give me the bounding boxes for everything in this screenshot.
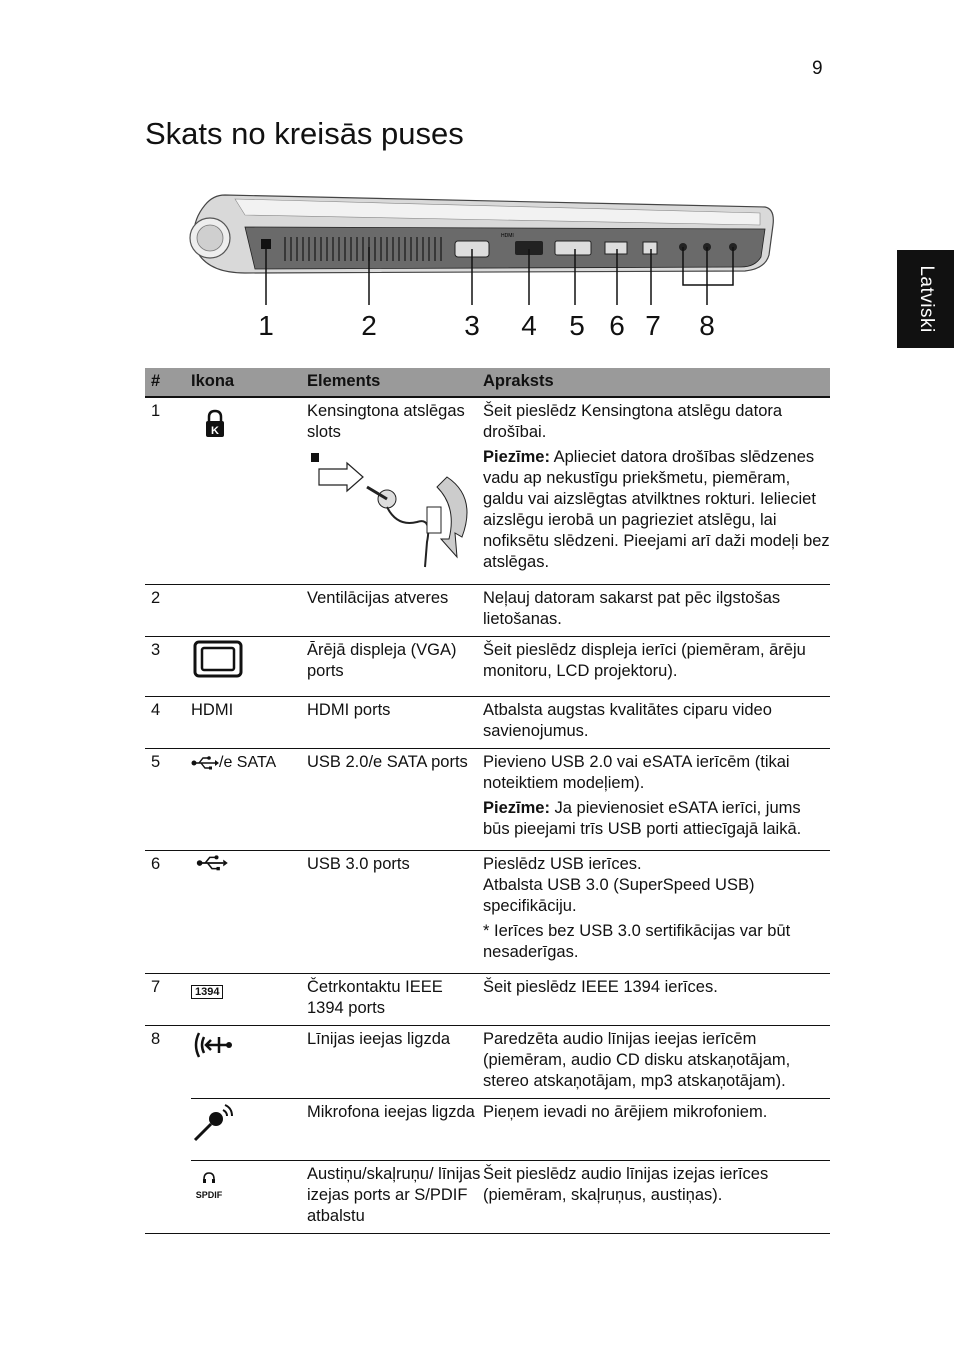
page-title: Skats no kreisās puses (145, 116, 464, 151)
row-element: Ventilācijas atveres (307, 585, 483, 637)
hdmi-port-label: HDMI (501, 233, 514, 239)
row-num: 8 (151, 1030, 161, 1048)
note-label: Piezīme: (483, 799, 550, 817)
table-row (145, 974, 830, 1026)
row-num: 6 (145, 851, 191, 974)
header-element: Elements (307, 368, 483, 397)
row-icon-cell (191, 851, 307, 974)
svg-text:K: K (211, 425, 219, 437)
row-element: Ārējā displeja (VGA) ports (307, 637, 483, 697)
row-num: 4 (145, 697, 191, 749)
row-description: Šeit pieslēdz audio līnijas izejas ierīces (piemēram, skaļruņus, austiņas). (483, 1161, 830, 1234)
table-row (145, 637, 830, 697)
row-icon-cell (191, 637, 307, 697)
row-description: Pieslēdz USB ierīces. (483, 855, 642, 873)
row-element: Četrkontaktu IEEE 1394 ports (307, 974, 483, 1026)
row-description: Pieņem ievadi no ārējiem mikrofoniem. (483, 1099, 830, 1161)
row-icon-cell (191, 1161, 307, 1234)
row-element: Austiņu/skaļruņu/ līnijas izejas ports ar S/PDIF atbalstu (307, 1161, 483, 1234)
row-description-3: * Ierīces bez USB 3.0 sertifikācijas var būt nesaderīgas. (483, 922, 791, 961)
table-row (145, 749, 830, 851)
row-element: HDMI ports (307, 697, 483, 749)
table-row (145, 585, 830, 637)
kensington-lock-illustration (307, 447, 477, 572)
language-tab (897, 250, 954, 348)
table-row (145, 697, 830, 749)
row-num: 1 (145, 397, 191, 585)
row-description-cell (483, 851, 830, 974)
row-element: Līnijas ieejas ligzda (307, 1026, 483, 1099)
row-icon-cell (191, 749, 307, 851)
row-icon-cell (191, 397, 307, 585)
table-row (145, 1161, 830, 1234)
ieee1394-icon: 1394 (191, 985, 223, 999)
callout-2: 2 (361, 310, 377, 341)
headphones-icon (202, 1172, 216, 1184)
table-header-row (145, 368, 830, 397)
table-row (145, 1026, 830, 1099)
row-description-cell (483, 749, 830, 851)
header-description: Apraksts (483, 368, 830, 397)
row-description: Šeit pieslēdz displeja ierīci (piemēram, ārēju monitoru, LCD projektoru). (483, 637, 830, 697)
callout-4: 4 (521, 310, 537, 341)
row-element: USB 2.0/e SATA ports (307, 749, 483, 851)
row-description-2: Atbalsta USB 3.0 (SuperSpeed USB) specifikāciju. (483, 876, 755, 915)
row-num (145, 1099, 191, 1161)
row-icon-cell (191, 1026, 307, 1099)
callout-6: 6 (609, 310, 625, 341)
row-element: Mikrofona ieejas ligzda (307, 1099, 483, 1161)
microphone-icon (191, 1102, 235, 1144)
vga-display-icon (193, 640, 243, 678)
usb-icon (191, 755, 219, 771)
row-num: 2 (145, 585, 191, 637)
row-icon-cell (191, 585, 307, 637)
note-text: Ja pievienosiet eSATA ierīci, jums būs pieejami trīs USB porti attiecīgajā laikā. (483, 799, 802, 838)
row-description: Pievieno USB 2.0 vai eSATA ierīcēm (tikai noteiktiem modeļiem). (483, 753, 790, 792)
table-row (145, 1099, 830, 1161)
row-num: 5 (145, 749, 191, 851)
row-description: Atbalsta augstas kvalitātes ciparu video savienojumus. (483, 697, 830, 749)
row-description: Šeit pieslēdz Kensingtona atslēgu datora drošībai. (483, 402, 783, 441)
header-num: # (145, 368, 191, 397)
page-number: 9 (812, 58, 823, 79)
row-num: 7 (145, 974, 191, 1026)
note-text: Aplieciet datora drošības slēdzenes vadu ap nekustīgu priekšmetu, piemēram, galdu vai aizslēgtas atvilktnes rokturi. Ielieciet aizslēgu ierobā un pagrieziet atslēgu, lai nofiksētu slēdzeni. Pieejami arī daži modeļi bez atslēgas. (483, 448, 830, 571)
language-tab-label: Latviski (915, 265, 937, 333)
row-element: Kensingtona atslēgas slots (307, 402, 465, 441)
laptop-left-side-illustration (185, 185, 785, 350)
row-element-cell (307, 397, 483, 585)
row-description-cell (483, 397, 830, 585)
row-description: Neļauj datoram sakarst pat pēc ilgstošas lietošanas. (483, 585, 830, 637)
spdif-label: SPDIF (195, 1190, 223, 1200)
row-num (145, 1161, 191, 1234)
table-row (145, 851, 830, 974)
row-element: USB 3.0 ports (307, 851, 483, 974)
callout-3: 3 (464, 310, 480, 341)
line-in-icon (191, 1029, 235, 1061)
usb-icon (191, 854, 233, 872)
callout-7: 7 (645, 310, 661, 341)
ports-table (145, 368, 830, 1234)
callout-5: 5 (569, 310, 585, 341)
row-num: 3 (145, 637, 191, 697)
table-row (145, 397, 830, 585)
note-label: Piezīme: (483, 448, 550, 466)
callout-1: 1 (258, 310, 274, 341)
row-description: Paredzēta audio līnijas ieejas ierīcēm (piemēram, audio CD disku atskaņotājam, stereo atskaņotājam, mp3 atskaņotājam). (483, 1026, 830, 1099)
esata-label: /e SATA (219, 754, 277, 772)
row-icon-text: HDMI (191, 697, 307, 749)
row-icon-cell (191, 1099, 307, 1161)
header-icon: Ikona (191, 368, 307, 397)
callout-8: 8 (699, 310, 715, 341)
kensington-lock-icon (203, 409, 227, 439)
row-icon-cell (191, 974, 307, 1026)
row-description: Šeit pieslēdz IEEE 1394 ierīces. (483, 974, 830, 1026)
